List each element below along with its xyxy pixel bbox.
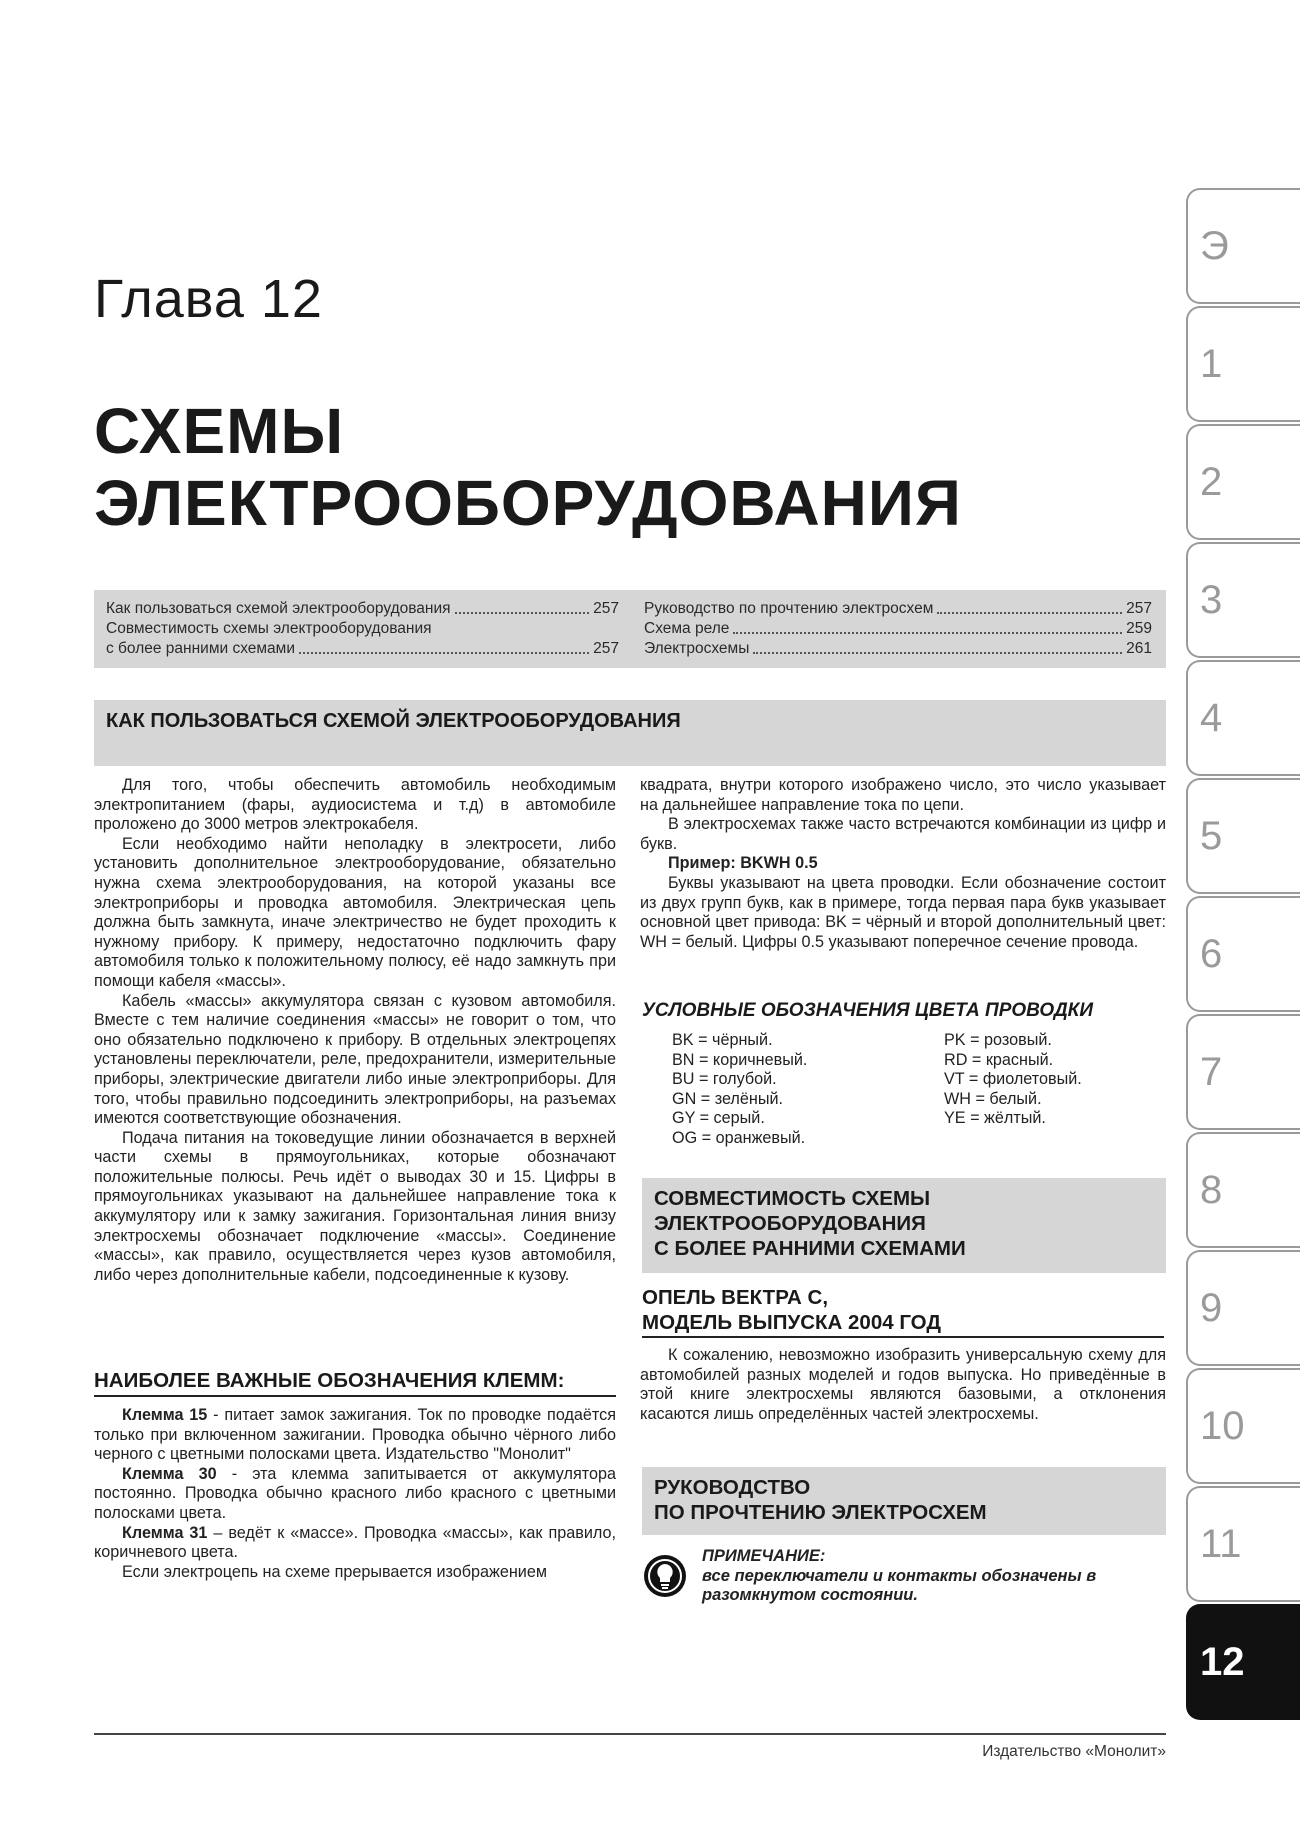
chapter-tab-2[interactable] <box>1186 424 1300 540</box>
list-item: VT = фиолетовый. <box>944 1070 1082 1089</box>
heading-line: СОВМЕСТИМОСТЬ СХЕМЫ <box>654 1187 931 1210</box>
paragraph: К сожалению, невозможно изобразить универсальную схему для автомобилей разных моделей и годов выпуска. Но приведённые в этой книге электросхемы являются базовыми, а отклонения касаются лишь определённых частей электросхемы. <box>640 1346 1166 1423</box>
heading-line: ОПЕЛЬ ВЕКТРА С, <box>642 1286 829 1309</box>
list-item: BN = коричневый. <box>672 1050 808 1069</box>
chapter-title-line2: ЭЛЕКТРООБОРУДОВАНИЯ <box>94 467 962 539</box>
heading-line: МОДЕЛЬ ВЫПУСКА 2004 ГОД <box>642 1311 941 1334</box>
opel-text <box>640 1346 1166 1424</box>
terminal-item <box>94 1465 616 1524</box>
chapter-tab-8[interactable] <box>1186 1132 1300 1248</box>
chapter-tab-3[interactable] <box>1186 542 1300 658</box>
heading-line: С БОЛЕЕ РАННИМИ СХЕМАМИ <box>654 1237 966 1260</box>
footer-publisher: Издательство «Монолит» <box>982 1743 1166 1760</box>
terminal-term: Клемма 15 <box>122 1406 208 1424</box>
list-item: YE = жёлтый. <box>944 1109 1046 1128</box>
chapter-tab-10[interactable] <box>1186 1368 1300 1484</box>
terminals-heading: НАИБОЛЕЕ ВАЖНЫЕ ОБОЗНАЧЕНИЯ КЛЕММ: <box>94 1369 616 1397</box>
toc-entry-title: Схема реле <box>644 620 730 637</box>
terminal-desc: - эта клемма запитывается от аккумулятора постоянно. Проводка обычно красного либо красного с цветными полосками цвета. <box>94 1464 616 1522</box>
terminal-desc: – ведёт к «массе». Проводка «массы», как правило, коричневого цвета. <box>94 1523 616 1562</box>
toc-entry-title: Совместимость схемы электрооборудования <box>106 620 432 637</box>
paragraph: Подача питания на токоведущие линии обозначается в верхней части схемы в прямоугольниках, которые обозначают положительные полюсы. Речь идёт о выводах 30 и 15. Цифры в прямоугольниках указывают на дальнейшее направление тока к аккумулятору или к замку зажигания. Горизонтальная линия внизу электросхемы обозначает подключение «массы». Соединение «массы», как правило, осуществляется через кузов автомобиля, либо через дополнительные кабели, подсоединенные к кузову. <box>94 1128 616 1284</box>
list-item: RD = красный. <box>944 1050 1054 1069</box>
chapter-tab-label: 9 <box>1200 1286 1223 1330</box>
terminals-list <box>94 1406 616 1582</box>
toc-entry[interactable] <box>106 599 619 619</box>
heading-line: ПО ПРОЧТЕНИЮ ЭЛЕКТРОСХЕМ <box>654 1501 987 1524</box>
chapter-tab-e[interactable] <box>1186 188 1300 304</box>
list-item: GN = зелёный. <box>672 1089 783 1108</box>
toc-entry-title: Электросхемы <box>644 640 750 657</box>
chapter-tab-label: 10 <box>1200 1404 1245 1448</box>
toc-entry[interactable] <box>106 639 619 659</box>
wire-colors-col1 <box>672 1031 932 1149</box>
toc-entry[interactable] <box>644 599 1152 619</box>
note-body: все переключатели и контакты обозначены в разомкнутом состоянии. <box>702 1566 1097 1604</box>
list-item: BK = чёрный. <box>672 1031 773 1049</box>
paragraph: Для того, чтобы обеспечить автомобиль необходимым электропитанием (фары, аудиосистема и т.д) в автомобиле проложено до 3000 метров электрокабеля. <box>94 776 616 834</box>
toc-leader <box>455 612 590 614</box>
example-code: Пример: BKWH 0.5 <box>668 854 818 873</box>
paragraph: квадрата, внутри которого изображено число, это число указывает на дальнейшее направление тока по цепи. <box>640 776 1166 814</box>
chapter-tab-label: 12 <box>1200 1640 1245 1684</box>
heading-line: ЭЛЕКТРООБОРУДОВАНИЯ <box>654 1212 926 1235</box>
chapter-tab-label: 7 <box>1200 1050 1223 1094</box>
toc-entry-page: 257 <box>593 640 619 657</box>
chapter-tab-label: 3 <box>1200 578 1223 622</box>
toc-leader <box>733 632 1122 634</box>
toc-entry-title: с более ранними схемами <box>106 640 295 657</box>
toc-entry-title: Руководство по прочтению электросхем <box>644 600 934 617</box>
chapter-tab-label: 6 <box>1200 932 1223 976</box>
chapter-tab-label: 4 <box>1200 696 1223 740</box>
chapter-tab-5[interactable] <box>1186 778 1300 894</box>
wire-colors-heading: УСЛОВНЫЕ ОБОЗНАЧЕНИЯ ЦВЕТА ПРОВОДКИ <box>642 1000 1094 1021</box>
list-item: WH = белый. <box>944 1089 1042 1108</box>
toc-entry-page: 261 <box>1126 640 1152 657</box>
paragraph: Кабель «массы» аккумулятора связан с кузовом автомобиля. Вместе с тем наличие соединения «массы» не говорит о том, что оно обязательно подключено к прибору. В отдельных электроцепях установлены переключатели, реле, предохранители, измерительные приборы, электрические двигатели либо иные электроприборы. Для того, чтобы правильно подсоединить электроприборы, на разъемах имеются соответствующие обозначения. <box>94 991 616 1128</box>
toc-left-column <box>106 599 619 659</box>
chapter-tab-9[interactable] <box>1186 1250 1300 1366</box>
section-heading-compatibility <box>642 1178 1166 1273</box>
terminal-term: Клемма 30 <box>122 1464 217 1483</box>
paragraph: Если электроцепь на схеме прерывается изображением <box>122 1562 547 1581</box>
paragraph: Если необходимо найти неполадку в электросети, либо установить дополнительное электрооборудование, обязательно нужна схема электрооборудования, на которой указаны все электроприборы и проводка автомобиля. Электрическая цепь должна быть замкнута, иначе электричество не будет проходить к нужному прибору. К примеру, недостаточно подключить фару автомобиля только к положительному полюсу, её надо замкнуть при помощи кабеля «массы». <box>94 834 616 990</box>
chapter-title-line1: СХЕМЫ <box>94 395 345 467</box>
toc-entry[interactable] <box>644 639 1152 659</box>
heading-line: РУКОВОДСТВО <box>654 1476 811 1499</box>
chapter-tab-label: 8 <box>1200 1168 1223 1212</box>
list-item: PK = розовый. <box>944 1031 1052 1049</box>
right-column-intro <box>640 776 1166 952</box>
toc-entry-page: 259 <box>1126 620 1152 637</box>
chapter-tab-12[interactable] <box>1186 1604 1300 1720</box>
toc-entry[interactable] <box>644 619 1152 639</box>
chapter-tab-6[interactable] <box>1186 896 1300 1012</box>
note-label: ПРИМЕЧАНИЕ: <box>702 1547 826 1565</box>
terminal-desc: - питает замок зажигания. Ток по проводке подаётся только при включенном зажигании. Проводка обычно чёрного либо черного с цветными полосками цвета. Издательство "Монолит" <box>94 1406 617 1464</box>
chapter-tab-label: Э <box>1200 224 1229 268</box>
chapter-tab-label: 11 <box>1200 1522 1242 1566</box>
paragraph: В электросхемах также часто встречаются комбинации из цифр и букв. <box>640 815 1166 853</box>
chapter-tab-1[interactable] <box>1186 306 1300 422</box>
list-item: BU = голубой. <box>672 1070 777 1089</box>
paragraph: Буквы указывают на цвета проводки. Если обозначение состоит из двух групп букв, как в примере, тогда первая пара букв указывает основной цвет привода: BK = чёрный и второй дополнительный цвет: WH = белый. Цифры 0.5 указывают поперечное сечение провода. <box>640 873 1166 951</box>
list-item: OG = оранжевый. <box>672 1128 806 1147</box>
chapter-tab-label: 2 <box>1200 460 1223 504</box>
chapter-tab-11[interactable] <box>1186 1486 1300 1602</box>
toc-entry-title: Как пользоваться схемой электрооборудования <box>106 600 451 617</box>
lightbulb-icon <box>642 1553 688 1599</box>
table-of-contents <box>94 590 1166 668</box>
footer-divider <box>94 1733 1166 1735</box>
chapter-tab-label: 5 <box>1200 814 1223 858</box>
section-heading-text: КАК ПОЛЬЗОВАТЬСЯ СХЕМОЙ ЭЛЕКТРООБОРУДОВАНИЯ <box>106 710 681 732</box>
list-item: GY = серый. <box>672 1109 765 1128</box>
terminal-item <box>94 1524 616 1563</box>
toc-entry-page: 257 <box>593 600 619 617</box>
toc-leader <box>937 612 1122 614</box>
terminal-item <box>94 1406 616 1465</box>
opel-heading <box>642 1285 1164 1338</box>
wire-colors-col2 <box>944 1031 1144 1129</box>
section-heading-how-to-use <box>94 700 1166 766</box>
chapter-title <box>94 395 962 539</box>
terminal-term: Клемма 31 <box>122 1523 208 1542</box>
toc-entry-page: 257 <box>1126 600 1152 617</box>
toc-right-column <box>644 599 1152 659</box>
toc-leader <box>753 652 1122 654</box>
note-text <box>702 1547 1164 1606</box>
chapter-tab-7[interactable] <box>1186 1014 1300 1130</box>
left-column <box>94 776 616 1285</box>
toc-leader <box>299 652 589 654</box>
section-heading-guide <box>642 1467 1166 1535</box>
chapter-label: Глава 12 <box>94 269 323 329</box>
chapter-tab-4[interactable] <box>1186 660 1300 776</box>
toc-entry[interactable] <box>106 619 619 639</box>
chapter-tab-label: 1 <box>1200 342 1223 386</box>
